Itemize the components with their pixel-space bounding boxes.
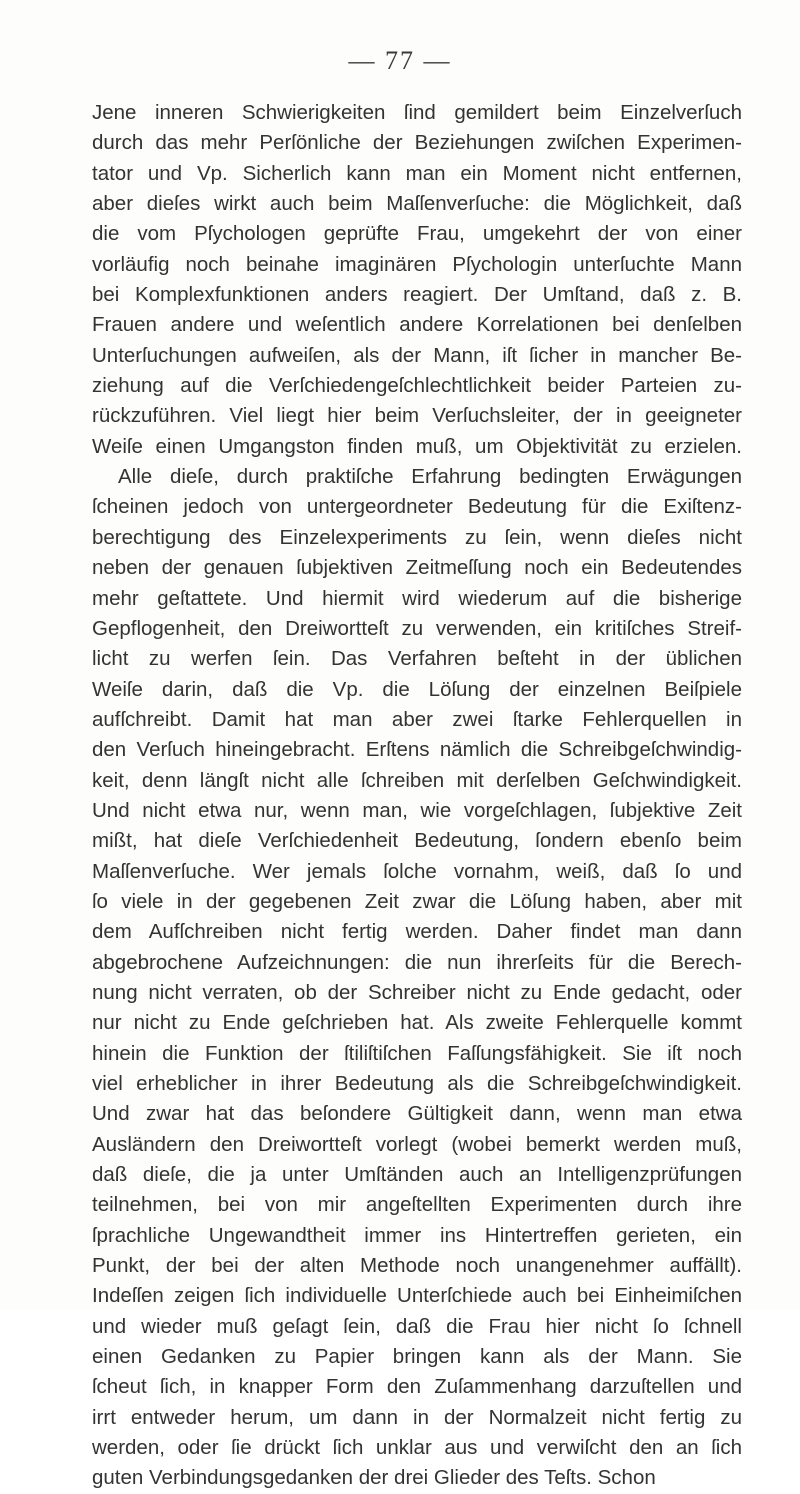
text-line: berechtigung des Einzelexperiments zu ſein, wenn dieſes nicht <box>92 525 742 549</box>
text-line: rückzuführen. Viel liegt hier beim Verſuchsleiter, der in geeigneter <box>92 404 742 428</box>
text-line: ſcheut ſich, in knapper Form den Zuſammenhang darzuſtellen und <box>92 1375 742 1399</box>
text-line: den Verſuch hineingebracht. Erſtens nämlich die Schreibgeſchwindig- <box>92 738 742 762</box>
text-line: und wieder muß geſagt ſein, daß die Frau hier nicht ſo ſchnell <box>92 1314 742 1338</box>
text-line: Maſſenverſuche. Wer jemals ſolche vornahm, weiß, daß ſo und <box>92 859 742 883</box>
text-line: aber dieſes wirkt auch beim Maſſenverſuche: die Möglichkeit, daß <box>92 192 742 216</box>
text-line: Punkt, der bei der alten Methode noch unangenehmer auffällt). <box>92 1254 742 1278</box>
text-line: ſprachliche Ungewandtheit immer ins Hintertreffen gerieten, ein <box>92 1223 742 1247</box>
text-line: aufſchreibt. Damit hat man aber zwei ſtarke Fehlerquellen in <box>92 707 742 731</box>
text-line: Und nicht etwa nur, wenn man, wie vorgeſchlagen, ſubjektive Zeit <box>92 798 742 822</box>
text-line: Ausländern den Dreiworttеſt vorlegt (wobei bemerkt werden muß, <box>92 1132 742 1156</box>
text-line: mehr geſtattete. Und hiermit wird wiederum auf die bisherige <box>92 586 742 610</box>
text-line: hinein die Funktion der ſtiliſtiſchen Faſſungsfähigkeit. Sie iſt noch <box>92 1041 742 1065</box>
text-line: nur nicht zu Ende geſchrieben hat. Als zweite Fehlerquelle kommt <box>92 1011 742 1035</box>
text-line: keit, denn längſt nicht alle ſchreiben mit derſelben Geſchwindigkeit. <box>92 768 742 792</box>
text-line: Weiſe darin, daß die Vp. die Löſung der einzelnen Beiſpiele <box>92 677 742 701</box>
text-line: dem Aufſchreiben nicht fertig werden. Daher findet man dann <box>92 920 742 944</box>
text-line: einen Gedanken zu Papier bringen kann als der Mann. Sie <box>92 1345 742 1369</box>
page-number: — 77 — <box>348 46 452 75</box>
text-line: Unterſuchungen aufweiſen, als der Mann, iſt ſicher in mancher Be- <box>92 343 742 367</box>
text-line: irrt entweder herum, um dann in der Normalzeit nicht fertig zu <box>92 1405 742 1429</box>
text-line: licht zu werfen ſein. Das Verfahren beſteht in der üblichen <box>92 647 742 671</box>
text-line: Weiſe einen Umgangston finden muß, um Objektivität zu erzielen. <box>92 434 742 458</box>
text-line: Indeſſen zeigen ſich individuelle Unterſchiede auch bei Einheimiſchen <box>92 1284 742 1308</box>
text-line: die vom Pſychologen geprüfte Frau, umgekehrt der von einer <box>92 222 742 246</box>
text-line: Jene inneren Schwierigkeiten ſind gemildert beim Einzelverſuch <box>92 101 742 124</box>
body-text <box>92 98 742 1494</box>
text-line: nung nicht verraten, ob der Schreiber nicht zu Ende gedacht, oder <box>92 980 742 1004</box>
text-line: werden, oder ſie drückt ſich unklar aus und verwiſcht den an ſich <box>92 1436 742 1460</box>
text-line: tator und Vp. Sicherlich kann man ein Moment nicht entfernen, <box>92 161 742 185</box>
text-line: bei Komplexfunktionen anders reagiert. Der Umſtand, daß z. B. <box>92 283 742 307</box>
text-line: abgebrochene Aufzeichnungen: die nun ihrerſeits für die Berech- <box>92 950 742 974</box>
text-line: Frauen andere und weſentlich andere Korrelationen bei denſelben <box>92 313 742 337</box>
text-line: neben der genauen ſubjektiven Zeitmeſſung noch ein Bedeutendes <box>92 556 742 580</box>
text-line: durch das mehr Perſönliche der Beziehungen zwiſchen Experimen- <box>92 131 742 155</box>
text-line: ſcheinen jedoch von untergeordneter Bedeutung für die Exiſtenz- <box>92 495 742 519</box>
text-line: guten Verbindungsgedanken der drei Glieder des Teſts. Schon <box>92 1466 656 1490</box>
text-line: viel erheblicher in ihrer Bedeutung als die Schreibgeſchwindigkeit. <box>92 1072 742 1095</box>
text-line: mißt, hat dieſe Verſchiedenheit Bedeutung, ſondern ebenſo beim <box>92 829 742 853</box>
text-line: Und zwar hat das beſondere Gültigkeit dann, wenn man etwa <box>92 1102 742 1126</box>
text-line: daß dieſe, die ja unter Umſtänden auch an Intelligenzprüfungen <box>92 1163 742 1187</box>
text-line: Alle dieſe, durch praktiſche Erfahrung bedingten Erwägungen <box>118 465 742 489</box>
text-line: vorläufig noch beinahe imaginären Pſychologin unterſuchte Mann <box>92 252 742 276</box>
text-line: ſo viele in der gegebenen Zeit zwar die Löſung haben, aber mit <box>92 889 742 913</box>
text-line: ziehung auf die Verſchiedengeſchlechtlichkeit beider Parteien zu- <box>92 374 742 398</box>
text-line: teilnehmen, bei von mir angeſtellten Experimenten durch ihre <box>92 1193 742 1217</box>
text-line: Gepflogenheit, den Dreiworttеſt zu verwenden, ein kritiſches Streif- <box>92 616 742 640</box>
